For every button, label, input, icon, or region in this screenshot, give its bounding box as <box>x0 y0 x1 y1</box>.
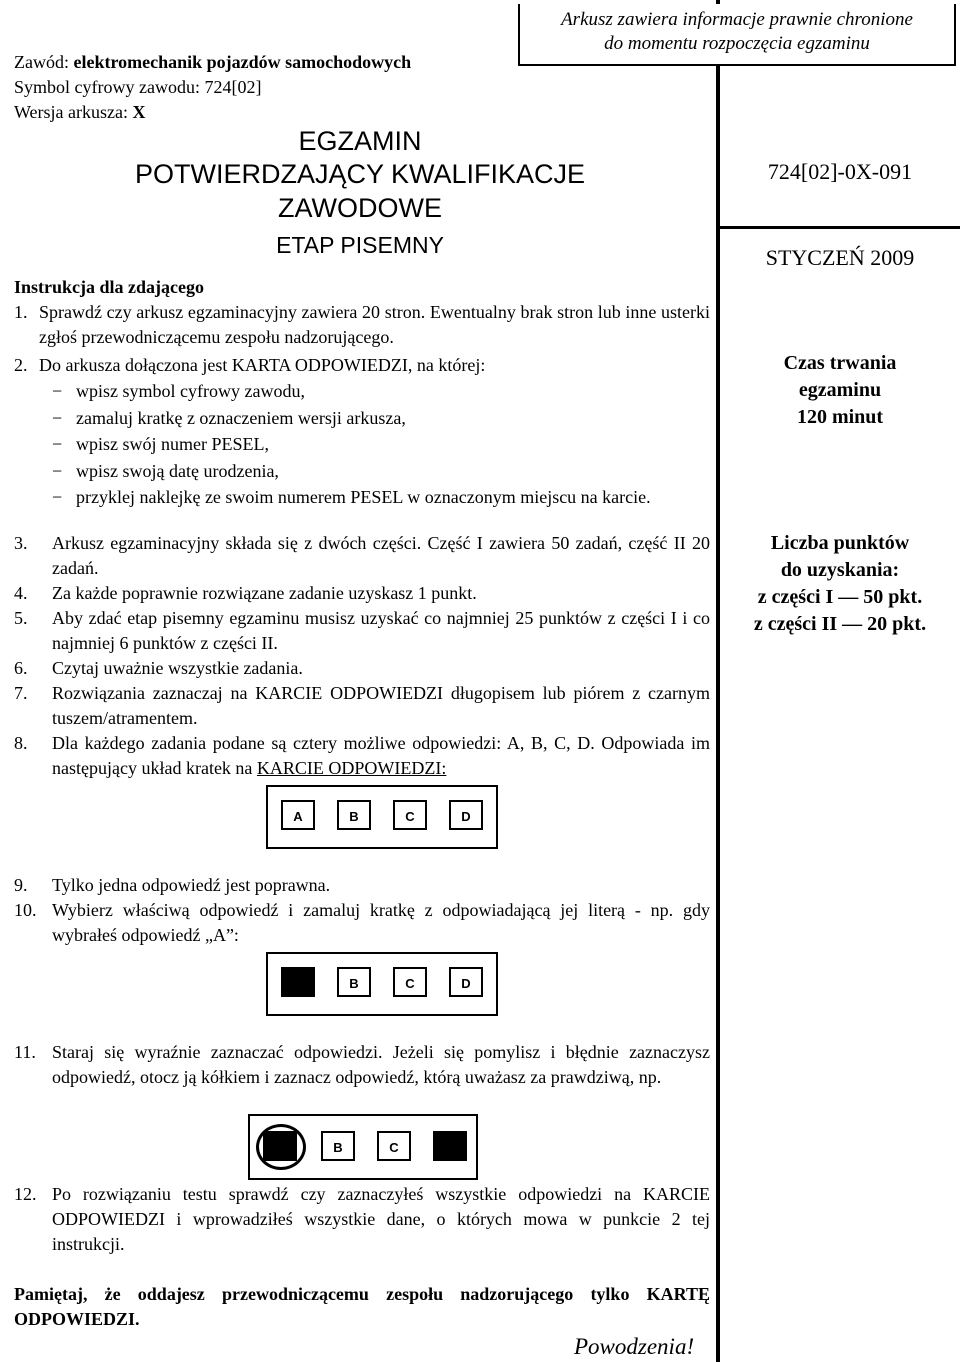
item-text: Do arkusza dołączona jest KARTA ODPOWIEDZI, na której: <box>39 355 486 375</box>
list-item: − wpisz symbol cyfrowy zawodu, <box>52 378 712 405</box>
answer-box-c: C <box>393 800 427 830</box>
item-number: 1. <box>14 302 28 322</box>
symbol-label: Symbol cyfrowy zawodu: <box>14 77 205 97</box>
item-text: Po rozwiązaniu testu sprawdź czy zaznaczyłeś wszystkie odpowiedzi na KARCIE ODPOWIEDZI i wprowadziłeś wszystkie dane, o których mowa w punkcie 2 tej instrukcji. <box>52 1184 710 1254</box>
profession-value: elektromechanik pojazdów samochodowych <box>73 52 412 72</box>
exam-title-line-2: POTWIERDZAJĄCY KWALIFIKACJE <box>134 159 586 189</box>
item-number: 11. <box>14 1042 36 1062</box>
item-number: 8. <box>14 733 28 753</box>
instruction-item-9 <box>14 873 710 898</box>
item-text: Staraj się wyraźnie zaznaczać odpowiedzi. Jeżeli się pomylisz i błędnie zaznaczysz odpowiedź, otocz ją kółkiem i zaznacz odpowiedź, którą uważasz za prawdziwą, np. <box>52 1042 710 1087</box>
instructions-heading: Instrukcja dla zdającego <box>14 277 204 297</box>
answer-box-b: B <box>321 1131 355 1161</box>
duration-line-2: egzaminu <box>798 379 882 401</box>
item-text: Wybierz właściwą odpowiedź i zamaluj kratkę z odpowiadającą jej literą - np. gdy wybrałeś odpowiedź „A”: <box>52 900 710 945</box>
filled-answer-box-a <box>263 1131 297 1161</box>
answer-grid-filled-example <box>266 952 498 1016</box>
points-line-2: do uzyskania: <box>780 559 900 581</box>
answer-box-b: B <box>337 967 371 997</box>
instruction-item-10 <box>14 898 710 948</box>
symbol-line <box>14 75 261 99</box>
answer-box-c: C <box>393 967 427 997</box>
points-line-3: z części I — 50 pkt. <box>757 586 923 608</box>
duration-line-1: Czas trwania <box>783 352 897 374</box>
list-item: − wpisz swoją datę urodzenia, <box>52 458 712 485</box>
item-text: Za każde poprawnie rozwiązane zadanie uzyskasz 1 punkt. <box>52 583 477 603</box>
notice-line-1: Arkusz zawiera informacje prawnie chronione <box>561 9 913 30</box>
item-text: Rozwiązania zaznaczaj na KARCIE ODPOWIEDZI długopisem lub piórem z czarnym tuszem/atramentem. <box>52 683 710 728</box>
good-luck: Powodzenia! <box>574 1334 695 1359</box>
instruction-item-3 <box>14 531 710 581</box>
instruction-item-4 <box>14 581 710 606</box>
sidebar-divider <box>720 226 960 229</box>
instruction-item-12 <box>14 1182 710 1257</box>
exam-date: STYCZEŃ 2009 <box>765 245 915 270</box>
answer-box-c: C <box>377 1131 411 1161</box>
answer-grid-correction-example <box>248 1114 478 1180</box>
confidentiality-notice <box>518 4 956 66</box>
item-number: 2. <box>14 355 28 375</box>
points-block <box>720 530 960 638</box>
item-number: 7. <box>14 683 28 703</box>
answer-box-d: D <box>449 800 483 830</box>
notice-line-2: do momentu rozpoczęcia egzaminu <box>604 33 870 54</box>
list-item: − zamaluj kratkę z oznaczeniem wersji arkusza, <box>52 405 712 432</box>
instruction-item-6 <box>14 656 710 681</box>
points-line-4: z części II — 20 pkt. <box>753 613 927 635</box>
filled-answer-box-d <box>433 1131 467 1161</box>
item-number: 3. <box>14 533 28 553</box>
exam-stage: ETAP PISEMNY <box>276 232 444 258</box>
answer-box-d: D <box>449 967 483 997</box>
duration-block <box>720 350 960 431</box>
item-text: Sprawdź czy arkusz egzaminacyjny zawiera 20 stron. Ewentualny brak stron lub inne usterki zgłoś przewodniczącemu zespołu nadzorującego. <box>39 302 710 347</box>
instruction-item-8 <box>14 731 710 781</box>
instruction-item-7 <box>14 681 710 731</box>
points-line-1: Liczba punktów <box>770 532 910 554</box>
item-number: 4. <box>14 583 28 603</box>
item-text <box>52 731 710 781</box>
exam-code: 724[02]-0X-091 <box>767 159 913 184</box>
answer-grid-example <box>266 785 498 849</box>
item-number: 5. <box>14 608 28 628</box>
item-text: Czytaj uważnie wszystkie zadania. <box>52 658 303 678</box>
answer-card-steps <box>52 378 712 511</box>
duration-line-3: 120 minut <box>796 406 884 428</box>
instruction-item-5 <box>14 606 710 656</box>
answer-box-b: B <box>337 800 371 830</box>
item-text: Aby zdać etap pisemny egzaminu musisz uzyskać co najmniej 25 punktów z części I i co najmniej 6 punktów z części II. <box>52 608 710 653</box>
exam-title-line-3: ZAWODOWE <box>278 193 442 223</box>
filled-answer-box-a <box>281 967 315 997</box>
version-label: Wersja arkusza: <box>14 102 133 122</box>
item-text: Arkusz egzaminacyjny składa się z dwóch części. Część I zawiera 50 zadań, część II 20 zadań. <box>52 533 710 578</box>
item-text-main: Dla każdego zadania podane są cztery możliwe odpowiedzi: A, B, C, D. Odpowiada im następujący układ kratek na <box>52 733 710 778</box>
symbol-value: 724[02] <box>204 77 262 97</box>
item-number: 12. <box>14 1184 37 1204</box>
list-item: − przyklej naklejkę ze swoim numerem PESEL w oznaczonym miejscu na karcie. <box>52 484 712 511</box>
final-reminder: Pamiętaj, że oddajesz przewodniczącemu zespołu nadzorującego tylko KARTĘ ODPOWIEDZI. <box>14 1284 710 1329</box>
item-number: 9. <box>14 875 28 895</box>
list-item: − wpisz swój numer PESEL, <box>52 431 712 458</box>
version-line <box>14 100 146 124</box>
item-number: 10. <box>14 900 37 920</box>
answer-card-reference: KARCIE ODPOWIEDZI: <box>256 758 447 778</box>
item-text: Tylko jedna odpowiedź jest poprawna. <box>52 875 331 895</box>
answer-box-a: A <box>281 800 315 830</box>
instruction-item-1 <box>14 300 710 350</box>
profession-line <box>14 50 411 74</box>
item-number: 6. <box>14 658 28 678</box>
instruction-item-2 <box>14 353 710 378</box>
version-value: X <box>132 102 146 122</box>
exam-title-line-1: EGZAMIN <box>298 126 422 156</box>
instruction-item-11 <box>14 1040 710 1090</box>
profession-label: Zawód: <box>14 52 74 72</box>
